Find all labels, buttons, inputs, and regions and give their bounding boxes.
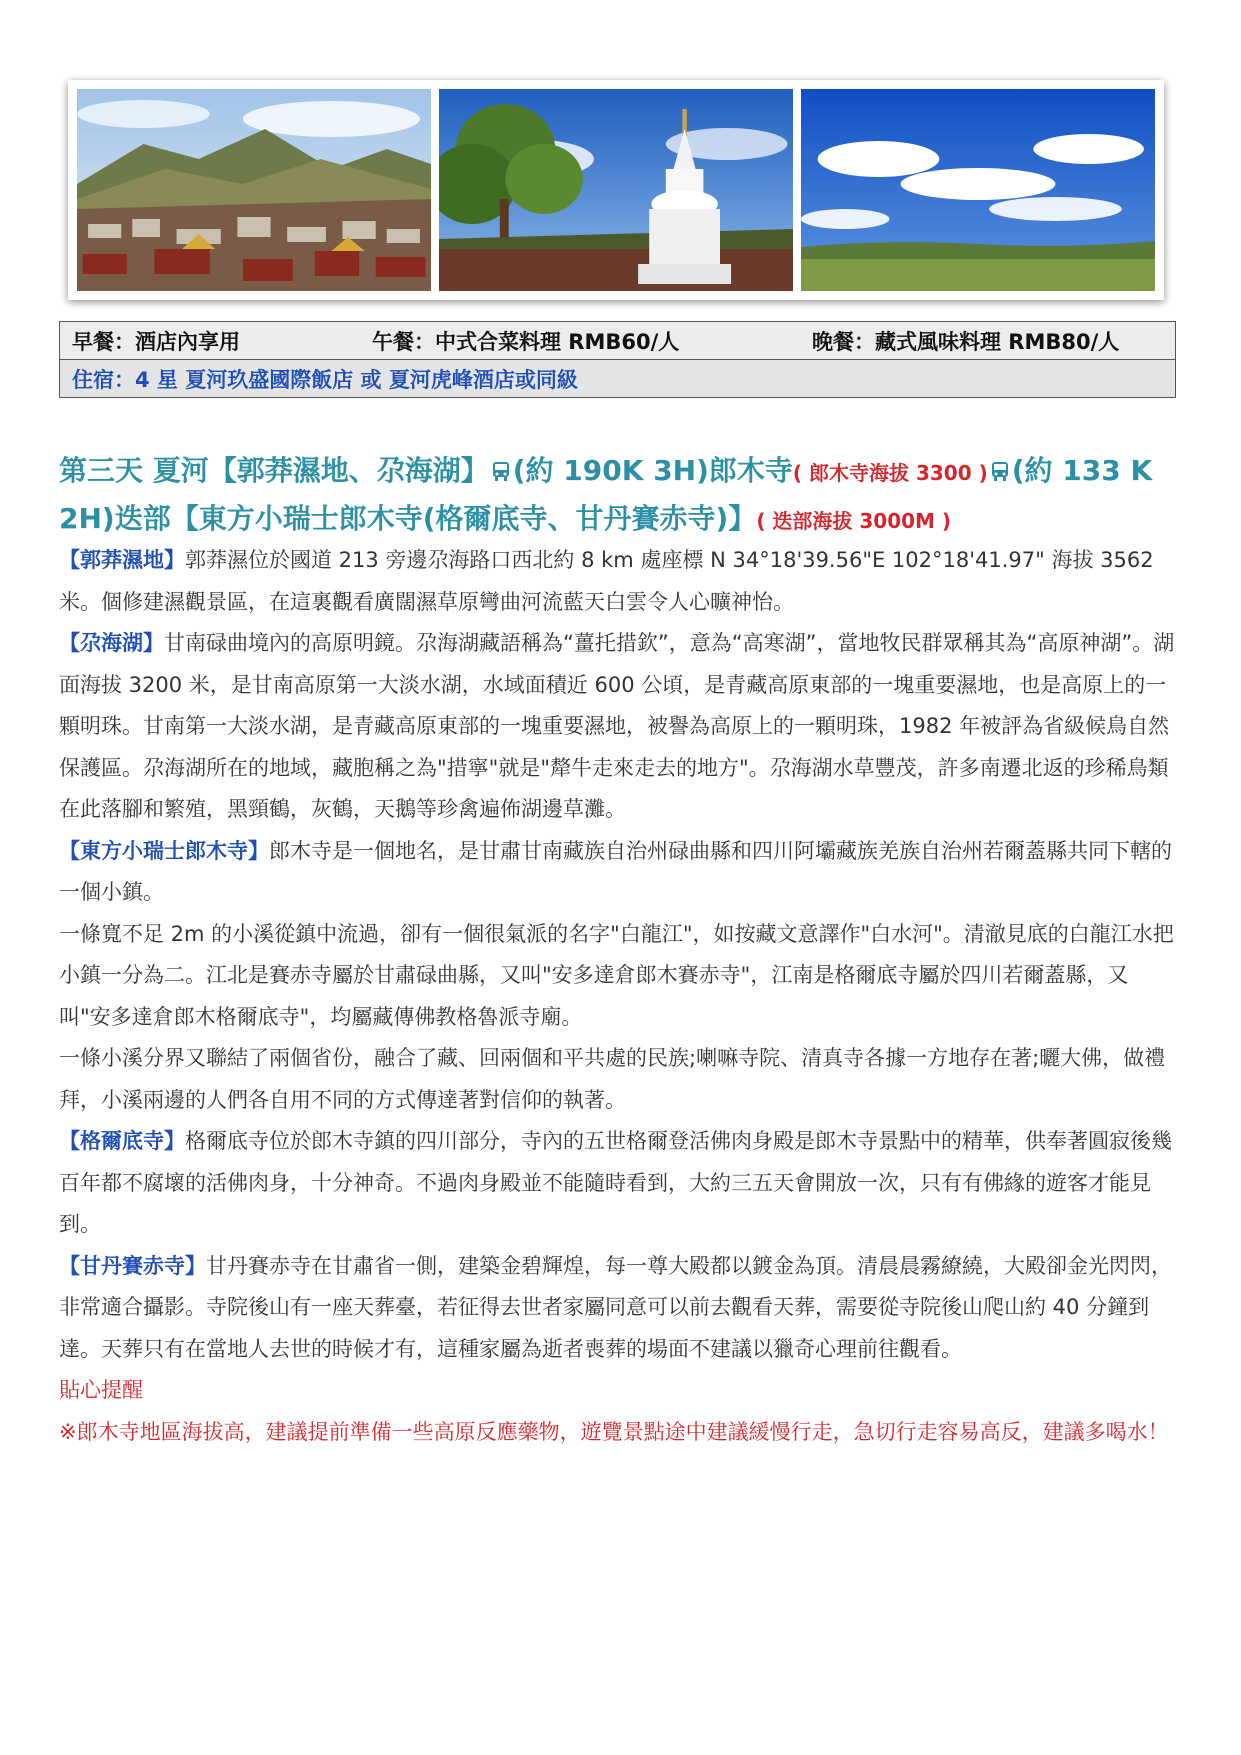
paragraph-two-provinces: [59, 1038, 1179, 1121]
section-guomang-wetland: [59, 540, 1179, 623]
section-text: 一條寬不足 2m 的小溪從鎮中流過，卻有一個很氣派的名字"白龍江"，如按藏文意譯作"白水河"。清澈見底的白龍江水把小鎮一分為二。江北是賽赤寺屬於甘肅碌曲縣，又叫"安多達倉郎木賽赤寺"，江南是格爾底寺屬於四川若爾蓋縣，又叫"安多達倉郎木格爾底寺"，均屬藏傳佛教格魯派寺廟。: [59, 921, 1174, 1029]
meals-row: [60, 322, 1176, 360]
grassland-sky-photo: [801, 89, 1155, 291]
tip-title: 貼心提醒: [59, 1378, 143, 1402]
day-heading: [59, 448, 1179, 544]
heading-part2: (約 190K 3H)郎木寺: [512, 454, 793, 487]
section-tag: 【尕海湖】: [59, 631, 164, 655]
section-tag: 【東方小瑞士郎木寺】: [59, 838, 269, 863]
section-tag: 【郭莽濕地】: [59, 548, 185, 572]
diebu-altitude: ( 迭部海拔 3000M ): [756, 509, 952, 533]
section-text: 郎木寺是一個地名，是甘肅甘南藏族自治州碌曲縣和四川阿壩藏族羌族自治州若爾蓋縣共同下轄的一個小鎮。: [59, 838, 1172, 904]
section-text: 甘南碌曲境內的高原明鏡。尕海湖藏語稱為“薑托措欽”，意為“高寒湖”，當地牧民群眾稱其為“高原神湖”。湖面海拔 3200 米，是甘南高原第一大淡水湖，水域面積近 600 公頃，是青藏高原東部的一塊重要濕地，也是高原上的一顆明珠。甘南第一大淡水湖，是青藏高原東部的一塊重要濕地，被譽為高原上的一顆明珠，1982 年被評為省級候鳥自然保護區。尕海湖所在的地域，藏胞稱之為"措寧"就是"犛牛走來走去的地方"。尕海湖水草豐茂，許多南遷北返的珍稀鳥類在此落腳和繁殖，黑頸鶴，灰鶴，天鵝等珍禽遍佈湖邊草灘。: [59, 631, 1175, 821]
photo-strip: [68, 80, 1164, 300]
monastery-mountain-photo: [77, 89, 431, 291]
section-tag: 【格爾底寺】: [59, 1129, 185, 1153]
heading-part1: 第三天 夏河【郭莽濕地、尕海湖】: [59, 454, 489, 487]
section-text: 甘丹賽赤寺在甘肅省一側，建築金碧輝煌，每一尊大殿都以鍍金為頂。清晨晨霧繚繞，大殿卻金光閃閃，非常適合攝影。寺院後山有一座天葬臺，若征得去世者家屬同意可以前去觀看天葬，需要從寺院後山爬山約 40 分鐘到達。天葬只有在當地人去世的時候才有，這種家屬為逝者喪葬的場面不建議以獵奇心理前往觀看。: [59, 1253, 1172, 1361]
bus-icon: [491, 460, 511, 482]
langmusi-altitude: ( 郎木寺海拔 3300 ): [792, 461, 988, 485]
bus-icon: [990, 460, 1010, 482]
paragraph-bailong-river: [59, 914, 1179, 1039]
lunch-text: 午餐：中式合菜料理 RMB60/人: [372, 329, 680, 354]
itinerary-body: [59, 540, 1179, 1453]
breakfast-text: 早餐：酒店內享用: [72, 329, 240, 354]
white-stupa-photo: [439, 89, 793, 291]
section-langmusi: [59, 831, 1179, 914]
meal-lodging-table: [59, 321, 1176, 398]
lodging-text: 住宿：4 星 夏河玖盛國際飯店 或 夏河虎峰酒店或同級: [60, 360, 1176, 398]
section-gerdi-monastery: [59, 1121, 1179, 1246]
heading-part3: (約 133 K 2H)迭部【東方小瑞士郎木寺(格爾底寺、甘丹賽赤寺)】: [59, 454, 1153, 535]
section-text: 一條小溪分界又聯結了兩個省份，融合了藏、回兩個和平共處的民族;喇嘛寺院、清真寺各據一方地存在著;曬大佛，做禮拜，小溪兩邊的人們各自用不同的方式傳達著對信仰的執著。: [59, 1046, 1166, 1112]
dinner-text: 晚餐：藏式風味料理 RMB80/人: [812, 329, 1120, 354]
section-gahai-lake: [59, 623, 1179, 831]
section-tag: 【甘丹賽赤寺】: [59, 1253, 206, 1278]
section-gandan-saichi: [59, 1246, 1179, 1371]
section-text: 格爾底寺位於郎木寺鎮的四川部分，寺內的五世格爾登活佛肉身殿是郎木寺景點中的精華，供奉著圓寂後幾百年都不腐壞的活佛肉身，十分神奇。不過肉身殿並不能隨時看到，大約三五天會開放一次，只有有佛緣的遊客才能見到。: [59, 1129, 1172, 1236]
section-text: 郭莽濕位於國道 213 旁邊尕海路口西北約 8 km 處座標 N 34°18'39.56"E 102°18'41.97" 海拔 3562 米。個修建濕觀景區，在這裏觀看廣闊濕草原彎曲河流藍天白雲令人心曠神怡。: [59, 548, 1154, 614]
tip-text: ※郎木寺地區海拔高，建議提前準備一些高原反應藥物，遊覽景點途中建議緩慢行走，急切行走容易高反，建議多喝水！: [59, 1419, 1169, 1444]
